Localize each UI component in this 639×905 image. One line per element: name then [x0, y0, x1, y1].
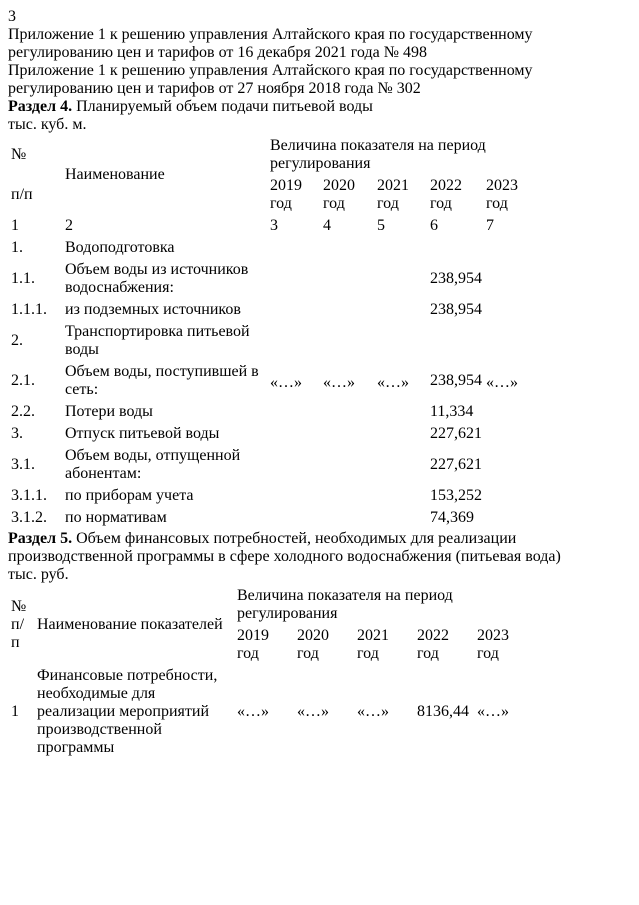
header-year: 2020 год [323, 177, 355, 212]
row-value: 8136,44 [417, 703, 469, 720]
appendix-line: к решению управления Алтайского края [109, 26, 385, 43]
column-number: 4 [323, 217, 331, 234]
header-num-line: п [11, 634, 20, 651]
appendix-line: по государственному регулированию цен [8, 62, 533, 97]
column-number-row [10, 216, 537, 236]
row-value-2022: 238,954 [430, 270, 482, 287]
column-number: 7 [486, 217, 494, 234]
row-name: Потери воды [65, 403, 153, 420]
header-num: п/п [11, 186, 33, 203]
header-period: Величина показателя на период регулирования [270, 137, 486, 172]
row-name: Финансовые потребности, необходимые для реализации мероприятий производственной программы [37, 667, 218, 756]
section5-table [8, 584, 536, 760]
appendix-line: Приложение 1 [8, 62, 106, 79]
appendix-line: к решению управления Алтайского края [109, 62, 385, 79]
row-value-2022 [429, 322, 483, 360]
appendix-line: по государственному регулированию цен [8, 26, 533, 61]
column-number: 5 [377, 217, 385, 234]
header-year: 2020 год [297, 627, 329, 662]
table-header-row [10, 136, 537, 174]
document-page [8, 8, 631, 760]
row-num: 2.1. [11, 372, 35, 389]
column-number: 6 [430, 217, 438, 234]
row-num: 1.1.1. [11, 301, 47, 318]
row-num: 2. [11, 332, 23, 349]
section4-unit: тыс. куб. м. [8, 116, 87, 133]
header-name: Наименование [65, 166, 165, 183]
section5-unit: тыс. руб. [8, 566, 69, 583]
appendix-block [8, 26, 631, 62]
table-header-row [10, 586, 534, 624]
section4-table [8, 134, 539, 530]
row-num: 2.2. [11, 403, 35, 420]
row-value-2022: 238,954 [430, 372, 482, 389]
row-value-2022: 153,252 [430, 487, 482, 504]
row-name: по нормативам [65, 509, 167, 526]
header-year: 2019 год [270, 177, 302, 212]
row-value-2022: 11,334 [430, 403, 474, 420]
row-value-2022: 227,621 [430, 425, 482, 442]
section4-title [8, 98, 631, 116]
row-num: 1.1. [11, 270, 35, 287]
header-year: 2021 год [357, 627, 389, 662]
column-number: 2 [65, 217, 73, 234]
table-row [10, 666, 534, 758]
merged-placeholder-cell: «…» [270, 374, 302, 391]
appendix-line: от 27 ноября 2018 года № 302 [218, 80, 421, 97]
section4-title-bold: Раздел 4. [8, 98, 73, 115]
row-value-2022 [429, 238, 483, 258]
column-number: 1 [11, 217, 19, 234]
row-name: Отпуск питьевой воды [65, 425, 220, 442]
row-num: 3.1.2. [11, 509, 47, 526]
header-num: № [11, 146, 27, 163]
row-name: Объем воды, отпущенной абонентам: [65, 447, 241, 482]
header-period: Величина показателя на период регулирования [237, 587, 453, 622]
column-number: 3 [270, 217, 278, 234]
header-num [10, 586, 34, 664]
row-name: Транспортировка питьевой воды [65, 323, 250, 358]
appendix-line: и тарифов [145, 44, 215, 61]
header-year: 2019 год [237, 627, 269, 662]
row-num: 3.1. [11, 456, 35, 473]
header-num-line: п/ [11, 616, 25, 633]
section5-title-text: Объем финансовых потребностей, необходимых для реализации производственной программы в сфере холодного водоснабжения (питьевая вода) [8, 530, 561, 565]
row-num: 3.1.1. [11, 487, 47, 504]
merged-placeholder-cell: «…» [323, 374, 355, 391]
header-year: 2021 год [377, 177, 409, 212]
appendix-line: от 16 декабря 2021 года № 498 [218, 44, 427, 61]
appendix-line: и тарифов [145, 80, 215, 97]
row-name: Объем воды из источников водоснабжения: [65, 261, 249, 296]
row-value-2022: 238,954 [430, 301, 482, 318]
header-name: Наименование показателей [37, 616, 223, 633]
section5-title [8, 530, 631, 566]
merged-placeholder-cell: «…» [486, 374, 518, 391]
row-name: по приборам учета [65, 487, 194, 504]
row-num: 3. [11, 425, 23, 442]
merged-placeholder-cell: «…» [377, 374, 409, 391]
appendix-block [8, 62, 631, 98]
page-number: 3 [8, 8, 16, 25]
row-value: «…» [477, 703, 509, 720]
row-value: «…» [357, 703, 389, 720]
appendix-line: Приложение 1 [8, 26, 106, 43]
header-year: 2022 год [417, 627, 449, 662]
header-year: 2023 год [486, 177, 518, 212]
row-value: «…» [237, 703, 269, 720]
table-row [10, 238, 537, 258]
row-num: 1. [11, 239, 23, 256]
row-value: «…» [297, 703, 329, 720]
header-year: 2023 год [477, 627, 509, 662]
section5-title-bold: Раздел 5. [8, 530, 73, 547]
header-year: 2022 год [430, 177, 462, 212]
section4-title-text: Планируемый объем подачи питьевой воды [72, 98, 373, 115]
row-name: из подземных источников [65, 301, 241, 318]
row-num: 1 [11, 703, 19, 720]
row-name: Водоподготовка [65, 239, 175, 256]
row-name: Объем воды, поступившей в сеть: [65, 363, 259, 398]
header-num-line: № [11, 598, 27, 615]
row-value-2022: 74,369 [430, 509, 474, 526]
row-value-2022: 227,621 [430, 456, 482, 473]
